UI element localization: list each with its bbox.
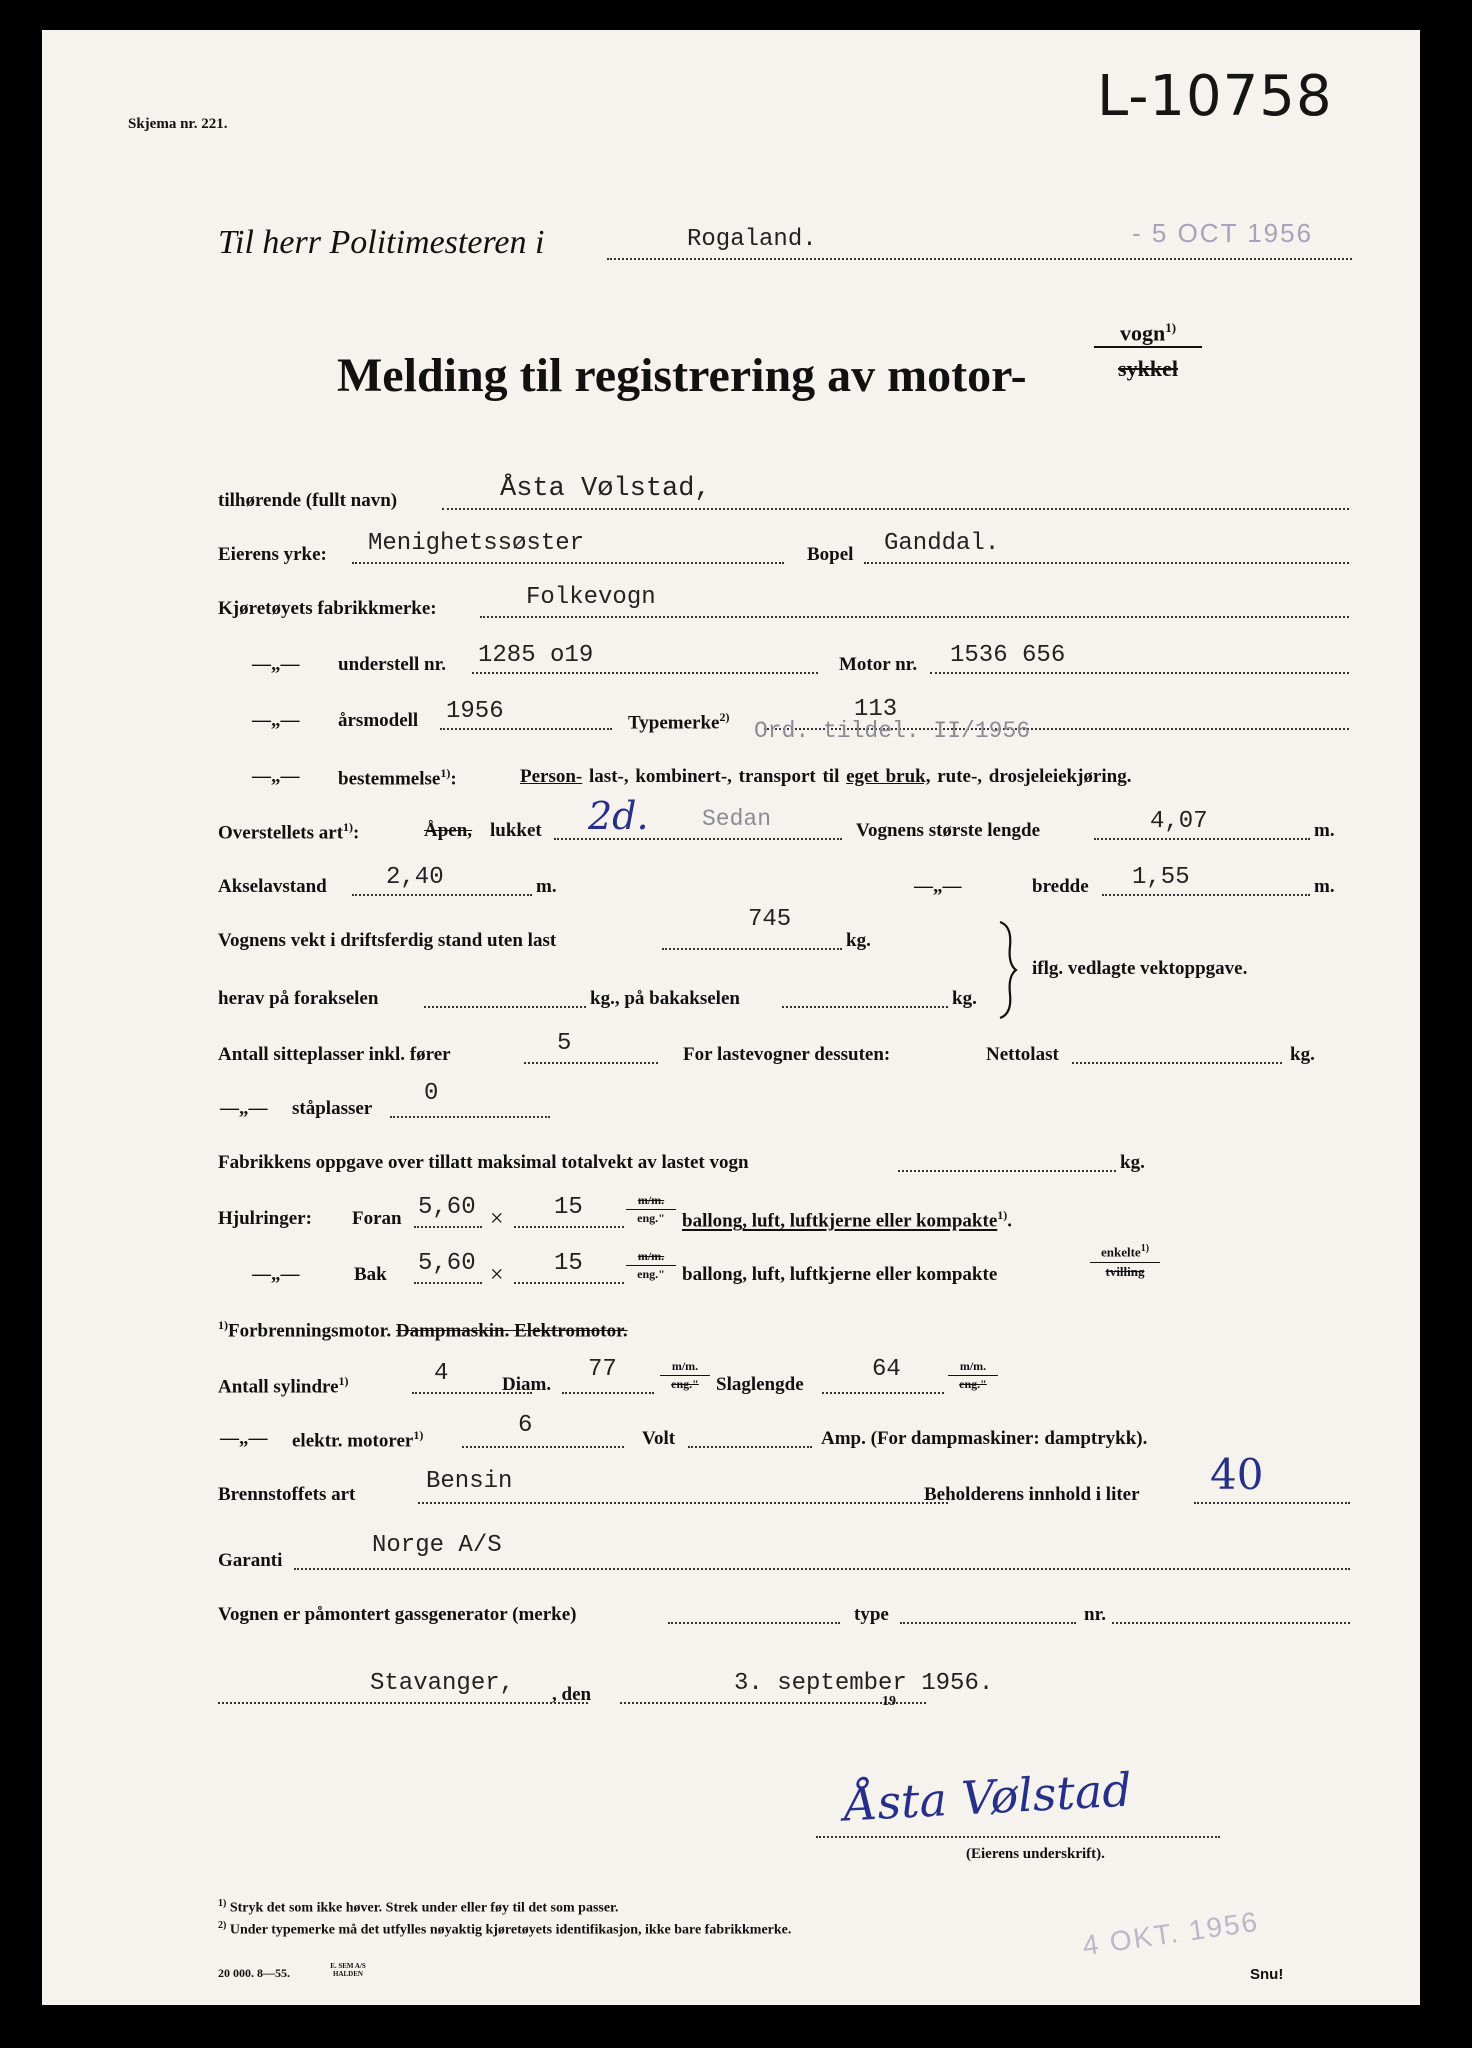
order-note-stamp: Ord. tildel. II/1956 — [754, 718, 1031, 744]
ditto-mark: —„— — [220, 1428, 268, 1449]
standing-label: ståplasser — [292, 1098, 373, 1119]
elec-motors-label-text: elektr. motorer — [292, 1430, 414, 1452]
tires-rear-times: × — [490, 1262, 504, 1288]
body-label: Overstellets art$^{1)}$: — [218, 820, 360, 844]
date-line — [620, 1702, 926, 1704]
tires-rear-unit-top: m/m. — [626, 1248, 676, 1266]
gas-type-line — [900, 1622, 1076, 1624]
weight-unit: kg. — [846, 930, 871, 951]
diam-label: Diam. — [502, 1374, 552, 1395]
tires-front-types: ballong, luft, luftkjerne eller kompakte$^{1)}$. — [682, 1208, 1013, 1232]
title-sykkel-struck: sykkel — [1118, 356, 1178, 381]
type-value: 113 — [854, 696, 898, 723]
engine-kind-label: Forbrenningsmotor. — [228, 1320, 392, 1342]
form-title: Melding til registrering av motor- — [337, 349, 1027, 402]
footnote-1-mark: 1) — [218, 1898, 227, 1909]
tires-front-types-text: ballong, luft, luftkjerne eller kompakte — [682, 1210, 998, 1232]
owner-name-value: Åsta Vølstad, — [500, 474, 711, 504]
tires-front-width-line — [414, 1226, 482, 1228]
title-vogn: vogn — [1119, 320, 1166, 346]
tires-rear-size: 15 — [554, 1250, 583, 1277]
residence-value: Ganddal. — [884, 530, 1000, 557]
addressee-value: Rogaland. — [687, 226, 817, 253]
tires-front-unit — [626, 1192, 676, 1227]
guarantee-line — [294, 1568, 1350, 1570]
width-line — [1102, 894, 1310, 896]
cylinders-value: 4 — [434, 1360, 449, 1387]
purpose-last: last-, — [589, 766, 629, 787]
diam-unit — [660, 1358, 710, 1393]
footnote-1-text: Stryk det som ikke høver. Strek under eller føy til det som passer. — [229, 1900, 619, 1916]
tank-value: 40 — [1210, 1450, 1264, 1499]
tires-label: Hjulringer: — [218, 1208, 312, 1229]
guarantee-label: Garanti — [218, 1550, 283, 1571]
gas-type-label: type — [854, 1604, 889, 1625]
owner-name-line — [442, 508, 1349, 510]
purpose-label-text: bestemmelse — [338, 768, 441, 790]
gas-label: Vognen er påmontert gassgenerator (merke) — [218, 1604, 577, 1625]
front-axle-label: herav på forakselen — [218, 988, 379, 1009]
tires-rear-label: Bak — [354, 1264, 387, 1285]
net-load-unit: kg. — [1290, 1044, 1315, 1065]
purpose-transport: transport — [738, 766, 816, 787]
tires-rear-unit — [626, 1248, 676, 1283]
fuel-value: Bensin — [426, 1468, 513, 1495]
volt-label: Volt — [642, 1428, 676, 1449]
net-load-line — [1072, 1062, 1282, 1064]
ditto-mark: —„— — [914, 876, 962, 897]
truck-label: For lastevogner dessuten: — [683, 1044, 891, 1065]
chassis-value: 1285 o19 — [478, 642, 594, 669]
tires-front-size: 15 — [554, 1194, 583, 1221]
signature-label: (Eierens underskrift). — [966, 1846, 1105, 1862]
place-value: Stavanger, — [370, 1670, 515, 1697]
received-date-stamp: - 5 OCT 1956 — [1132, 218, 1314, 248]
purpose-rute: rute-, — [937, 766, 983, 787]
tires-rear-frac — [1090, 1242, 1160, 1281]
date-value: 3. september 1956. — [734, 1670, 994, 1697]
cylinders-sup: 1) — [338, 1374, 349, 1388]
net-load-label: Nettolast — [986, 1044, 1059, 1065]
weight-brace — [994, 920, 1020, 1020]
standing-line — [390, 1116, 550, 1118]
guarantee-value: Norge A/S — [372, 1532, 502, 1559]
purpose-person: Person- — [520, 766, 583, 787]
body-value-stamp: Sedan — [702, 806, 772, 832]
width-label: bredde — [1032, 876, 1089, 897]
elec-motors-value: 6 — [518, 1412, 533, 1439]
ditto-mark: —„— — [252, 766, 300, 787]
tires-rear-width-line — [414, 1282, 482, 1284]
den-label: , den — [552, 1684, 592, 1705]
tires-front-label: Foran — [352, 1208, 402, 1229]
tires-front-unit-bottom: eng." — [637, 1210, 665, 1225]
length-label: Vognens største lengde — [856, 820, 1041, 841]
year-label: årsmodell — [338, 710, 419, 731]
tires-rear-size-line — [514, 1282, 624, 1284]
diam-unit-top: m/m. — [660, 1358, 710, 1376]
purpose-sup: 1) — [440, 766, 451, 780]
year-prefix: 19 — [882, 1694, 896, 1709]
turn-page-note: Snu! — [1250, 1966, 1284, 1983]
amp-label: Amp. (For dampmaskiner: damptrykk). — [821, 1428, 1148, 1449]
tires-front-sup: 1) — [997, 1208, 1008, 1222]
stroke-value: 64 — [872, 1356, 901, 1383]
wheelbase-unit: m. — [536, 876, 557, 897]
diam-line — [562, 1392, 654, 1394]
tank-label: Beholderens innhold i liter — [924, 1484, 1140, 1505]
footnote-2-text: Under typemerke må det utfylles nøyaktig kjøretøyets identifikasjon, ikke bare fabrikkmerke. — [229, 1922, 792, 1938]
max-weight-label: Fabrikkens oppgave over tillatt maksimal totalvekt av lastet vogn — [218, 1152, 749, 1173]
tires-rear-types: ballong, luft, luftkjerne eller kompakte — [682, 1264, 998, 1285]
tires-rear-unit-bottom: eng." — [637, 1266, 665, 1281]
title-vogn-sup: 1) — [1165, 320, 1177, 335]
print-info: 20 000. 8—55. — [218, 1966, 290, 1980]
gas-nr-label: nr. — [1084, 1604, 1107, 1625]
rear-axle-unit: kg. — [952, 988, 977, 1009]
purpose-drosje: drosjeleiekjøring. — [988, 766, 1132, 787]
width-value: 1,55 — [1132, 864, 1190, 891]
title-frac-top — [1094, 320, 1202, 348]
elec-motors-sup: 1) — [413, 1428, 424, 1442]
footnote-2 — [218, 1920, 791, 1939]
place-line — [218, 1702, 588, 1704]
tires-rear-tvilling: tvilling — [1105, 1263, 1145, 1279]
body-label-text: Overstellets art — [218, 822, 344, 844]
footnote-1 — [218, 1898, 618, 1917]
weight-value: 745 — [748, 906, 792, 933]
occupation-value: Menighetssøster — [368, 530, 585, 557]
rear-axle-line — [782, 1006, 948, 1008]
body-line — [554, 838, 842, 840]
ditto-mark: —„— — [252, 710, 300, 731]
type-label-text: Typemerke — [628, 712, 720, 734]
fuel-line — [418, 1502, 948, 1504]
purpose-eget-bruk: eget bruk, — [846, 766, 931, 787]
bottom-date-stamp: 4 OKT. 1956 — [1080, 1905, 1261, 1962]
make-value: Folkevogn — [526, 584, 656, 611]
weight-line — [662, 948, 842, 950]
stroke-unit — [948, 1358, 998, 1393]
stroke-line — [822, 1392, 944, 1394]
gas-make-line — [668, 1622, 840, 1624]
printer-name: E. SEM A/S HALDEN — [330, 1962, 366, 1979]
purpose-label: bestemmelse$^{1)}$: — [338, 766, 457, 790]
seats-line — [524, 1062, 658, 1064]
body-open-struck: Åpen, — [424, 820, 473, 841]
year-value: 1956 — [446, 698, 504, 725]
tires-front-unit-top: m/m. — [626, 1192, 676, 1210]
stroke-label: Slaglengde — [716, 1374, 804, 1395]
engine-kind-struck: Dampmaskin. Elektromotor. — [395, 1320, 628, 1342]
length-unit: m. — [1314, 820, 1335, 841]
width-unit: m. — [1314, 876, 1335, 897]
occupation-line — [352, 562, 784, 564]
ditto-mark: —„— — [220, 1098, 268, 1119]
diam-value: 77 — [588, 1356, 617, 1383]
chassis-line — [472, 672, 818, 674]
cylinders-label-text: Antall sylindre — [218, 1376, 339, 1398]
residence-label: Bopel — [807, 544, 854, 565]
fuel-label: Brennstoffets art — [218, 1484, 356, 1505]
tank-line — [1194, 1502, 1350, 1504]
engine-no-label: Motor nr. — [839, 654, 918, 675]
tires-rear-enkelte: enkelte — [1100, 1244, 1141, 1260]
tires-front-times: × — [490, 1206, 504, 1232]
tires-rear-frac-sup: 1) — [1140, 1243, 1150, 1254]
owner-signature: Åsta Vølstad — [842, 1762, 1133, 1832]
year-line — [440, 728, 612, 730]
front-axle-line — [424, 1006, 586, 1008]
tires-rear-width: 5,60 — [418, 1250, 476, 1277]
purpose-kombinert: kombinert-, — [635, 766, 732, 787]
archive-number: L-10758 — [1097, 64, 1333, 129]
engine-kind — [218, 1318, 628, 1342]
make-line — [480, 616, 1349, 618]
engine-kind-sup: 1) — [218, 1318, 228, 1332]
purpose-options — [520, 766, 1131, 788]
length-value: 4,07 — [1150, 808, 1208, 835]
seats-value: 5 — [557, 1030, 572, 1057]
length-line — [1094, 838, 1310, 840]
tires-front-size-line — [514, 1226, 624, 1228]
chassis-label: understell nr. — [338, 654, 447, 675]
stroke-unit-bottom: eng." — [959, 1376, 987, 1391]
form-sheet — [42, 30, 1420, 2005]
engine-no-value: 1536 656 — [950, 642, 1066, 669]
residence-line — [864, 562, 1349, 564]
body-handwritten: 2d. — [588, 794, 649, 838]
elec-motors-line — [462, 1446, 624, 1448]
cylinders-label — [218, 1374, 349, 1398]
addressee-line — [607, 258, 1352, 260]
max-weight-line — [898, 1170, 1116, 1172]
ditto-mark: —„— — [252, 654, 300, 675]
signature-line — [816, 1836, 1220, 1838]
wheelbase-value: 2,40 — [386, 864, 444, 891]
wheelbase-line — [352, 894, 532, 896]
gas-nr-line — [1112, 1622, 1350, 1624]
occupation-label: Eierens yrke: — [218, 544, 327, 565]
make-label: Kjøretøyets fabrikkmerke: — [218, 598, 437, 619]
standing-value: 0 — [424, 1080, 439, 1107]
body-sup: 1) — [343, 820, 354, 834]
max-weight-unit: kg. — [1120, 1152, 1145, 1173]
elec-motors-label — [292, 1428, 423, 1452]
engine-no-line — [930, 672, 1349, 674]
body-closed: lukket — [490, 820, 542, 841]
tires-rear-frac-top — [1090, 1242, 1160, 1263]
volt-line — [688, 1446, 812, 1448]
weight-label: Vognens vekt i driftsferdig stand uten last — [218, 930, 557, 951]
type-label-sup: 2) — [719, 710, 730, 724]
tires-front-width: 5,60 — [418, 1194, 476, 1221]
purpose-til: til — [822, 766, 840, 787]
stroke-unit-top: m/m. — [948, 1358, 998, 1376]
rear-axle-label: kg., på bakakselen — [590, 988, 740, 1009]
seats-label: Antall sitteplasser inkl. fører — [218, 1044, 451, 1065]
weight-note: iflg. vedlagte vektoppgave. — [1032, 958, 1248, 979]
wheelbase-label: Akselavstand — [218, 876, 327, 897]
type-label — [628, 710, 729, 734]
form-number: Skjema nr. 221. — [128, 116, 228, 132]
footnote-2-mark: 2) — [218, 1920, 227, 1931]
ditto-mark: —„— — [252, 1264, 300, 1285]
addressee-label: Til herr Politimesteren i — [218, 224, 545, 261]
diam-unit-bottom: eng." — [671, 1376, 699, 1391]
owner-name-label: tilhørende (fullt navn) — [218, 490, 398, 511]
